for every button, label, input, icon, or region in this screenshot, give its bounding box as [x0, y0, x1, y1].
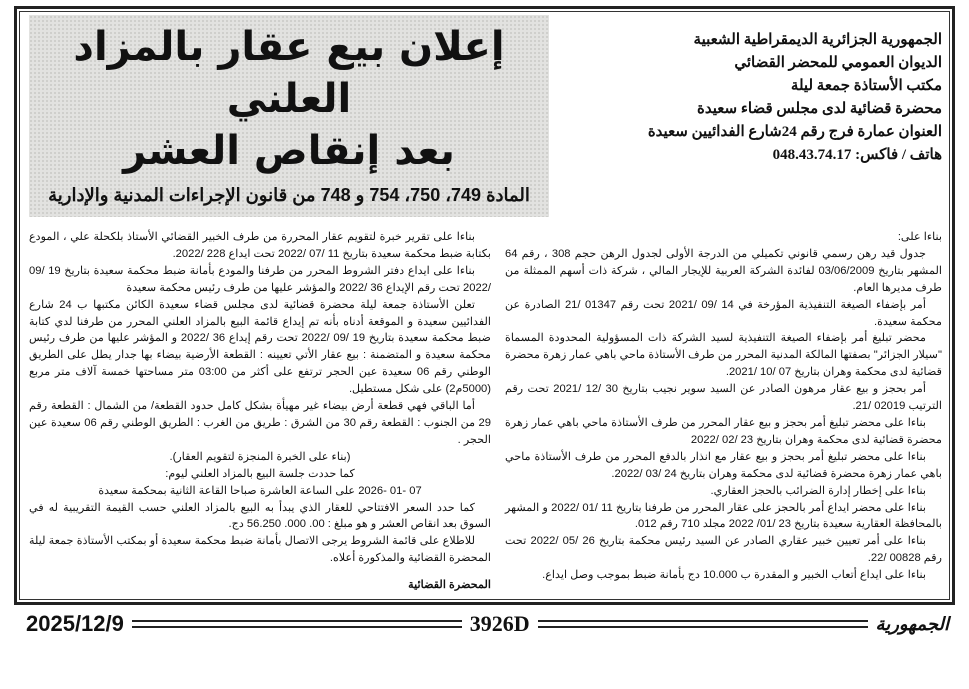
paragraph: محضر تبليغ أمر بإضفاء الصيغة التنفيذية لسيد الشركة ذات المسؤولية المحدودة المسماة "سيلار الجزائر" بصفتها المالكة المدنية المحرر من طرف الأستاذة ماحي باهي عمار زهرة محضرة قضائية لدى محكمة وهران بتاريخ 07 /10 /2021. [505, 332, 942, 379]
notice-top [29, 15, 942, 217]
paragraph: بناءا على تقرير خبرة لتقويم عقار المحررة من طرف الخبير القضائي الأستاذ بلكحلة علي ، المودع بكتابة ضبط محكمة سعيدة بتاريخ 11 /07 /2022 تحت ايداع 228 /2022. [29, 231, 491, 260]
paragraph: جدول قيد رهن رسمي قانوني تكميلي من الدرجة الأولى لجدول الرهن حجم 308 ، رقم 64 المشهر بتاريخ 03/06/2009 لفائدة الشركة العربية للإيجار المالي ، شركة ذات أسهم الممثلة من طرف مديرها العام. [505, 247, 942, 294]
paragraph: أمر بحجز و بيع عقار مرهون الصادر عن السيد سوير نجيب بتاريخ 30 /12 /2021 تحت رقم الترتيب 02019 /21. [505, 383, 942, 413]
office-header [563, 15, 942, 167]
paragraph: كما حدد السعر الافتتاحي للعقار الذي يبدأ به البيع بالمزاد العلني حسب القيمة التقريبية له في السوق بعد انقاص العشر و هو مبلغ : 00. 000. 56.250 دج. [29, 501, 491, 531]
signature: المحضرة القضائية [408, 579, 491, 592]
header-line: الديوان العمومي للمحضر القضائي [734, 55, 942, 71]
paragraph: أمر بإضفاء الصيغة التنفيذية المؤرخة في 14 /09 /2021 تحت رقم 01347 /21 الصادرة عن محكمة سعيدة. [505, 298, 942, 328]
paragraph: بناءا على محضر تبليغ أمر بحجز و بيع عقار مع انذار بالدفع المحرر من طرف الأستاذة ماحي باهي عمار زهرة محضرة قضائية لدى محكمة وهران بتاريخ 24 /03 /2022. [505, 450, 942, 480]
header-line: مكتب الأستاذة جمعة ليلة [790, 78, 942, 94]
paragraph: أما الباقي فهي قطعة أرض بيضاء غير مهيأة بشكل كامل حدود القطعة/ من الشمال : القطعة رقم 29 من الجنوب : القطعة رقم 30 من الشرق : طريق من الغرب : الطريق الوطني رقم 06 سعيدة عين الحجر . [29, 400, 491, 446]
header-phone: هاتف / فاكس: 048.43.74.17 [772, 147, 942, 163]
newspaper-logo: الجمهورية [875, 613, 950, 635]
notice-frame [14, 6, 955, 605]
left-column [29, 229, 491, 594]
legal-articles: المادة 749، 750، 754 و 748 من قانون الإجراءات المدنية والإدارية [48, 185, 530, 205]
paragraph: بناءا على محضر تبليغ أمر بحجز و بيع عقار المحرر من طرف الأستاذة ماحي باهي عمار زهرة محضرة قضائية لدى محكمة وهران بتاريخ 23 /02 /2022 [505, 416, 942, 446]
right-column [505, 229, 942, 584]
footer-rule [538, 620, 868, 628]
paragraph: بناءا على ايداع دفتر الشروط المحرر من طرفنا والمودع بأمانة ضبط محكمة سعيدة بتاريخ 19 /09 /2022 تحت رقم الإيداع 36 /2022 والمؤشر عليها من طرف رئيس محكمة سعيدة [29, 264, 491, 294]
paragraph: بناءا على ايداع أتعاب الخبير و المقدرة ب 10.000 دج بأمانة ضبط بموجب وصل ايداع. [542, 569, 926, 582]
notice-body [29, 229, 942, 594]
notice-title-box [29, 15, 549, 217]
issue-number: 3926D [469, 611, 530, 637]
header-line: الجمهورية الجزائرية الديمقراطية الشعبية [693, 32, 942, 48]
paragraph: بناءا على إخطار إدارة الضرائب بالحجز العقاري. [710, 484, 926, 497]
publication-date: 2025/12/9 [26, 611, 124, 637]
auction-date: 07 -01 -2026 على الساعة العاشرة صباحا القاعة الثانية بمحكمة سعيدة [98, 484, 422, 497]
footer-rule [132, 620, 462, 628]
paragraph: بناءا على أمر تعيين خبير عقاري الصادر عن السيد رئيس محكمة بتاريخ 26 /05 /2022 تحت رقم 00828 /22. [505, 535, 942, 565]
notice-title: إعلان بيع عقار بالمزاد العلني [73, 24, 505, 122]
paragraph: بناءا على: [897, 231, 942, 243]
paragraph: بناءا على محضر ايداع أمر بالحجز على عقار المحرر من طرفنا بتاريخ 11 /01 /2022 و المشهر بالمحافظة العقارية سعيدة بتاريخ 23 /01/ 2022 مجلد 710 رقم 012. [505, 501, 942, 531]
header-line: محضرة قضائية لدى مجلس قضاء سعيدة [697, 101, 942, 117]
paragraph: (بناء على الخبرة المنجزة لتقويم العقار). [169, 450, 351, 463]
header-line: العنوان عمارة فرج رقم 24شارع الفدائيين سعيدة [647, 124, 942, 140]
page-footer [26, 609, 949, 639]
paragraph: تعلن الأستاذة جمعة ليلة محضرة قضائية لدى مجلس قضاء سعيدة الكائن مكتبها ب 24 شارع الفدائيين سعيدة و الموقعة أدناه بأنه تم إيداع قائمة البيع بالمزاد العلني المحرر من طرفنا لدي كتابة ضبط محكمة سعيدة بتاريخ 19 /09 /2022 تحت رقم إيداع 36 /2022 و المؤشر عليها من طرف رئيس محكمة سعيدة و المتضمنة : بيع عقار الأتي تعيينه : القطعة الأرضية بيضاء بها جدار يطل على الطريق الوطني رقم 06 سعيدة عين الحجر ترتفع على أكثر من 03:00 متر مساحتها خمسة آلاف متر مربع (5000م2) على شكل مستطيل. [29, 298, 492, 396]
notice-subtitle: بعد إنقاص العشر [123, 128, 455, 174]
paragraph: للاطلاع على قائمة الشروط يرجى الاتصال بأمانة ضبط محكمة سعيدة أو بمكتب الأستاذة جمعة ليلة المحضرة القضائية والمذكورة أعلاه. [29, 535, 491, 565]
paragraph: كما حددت جلسة البيع بالمزاد العلني ليوم: [165, 467, 355, 480]
